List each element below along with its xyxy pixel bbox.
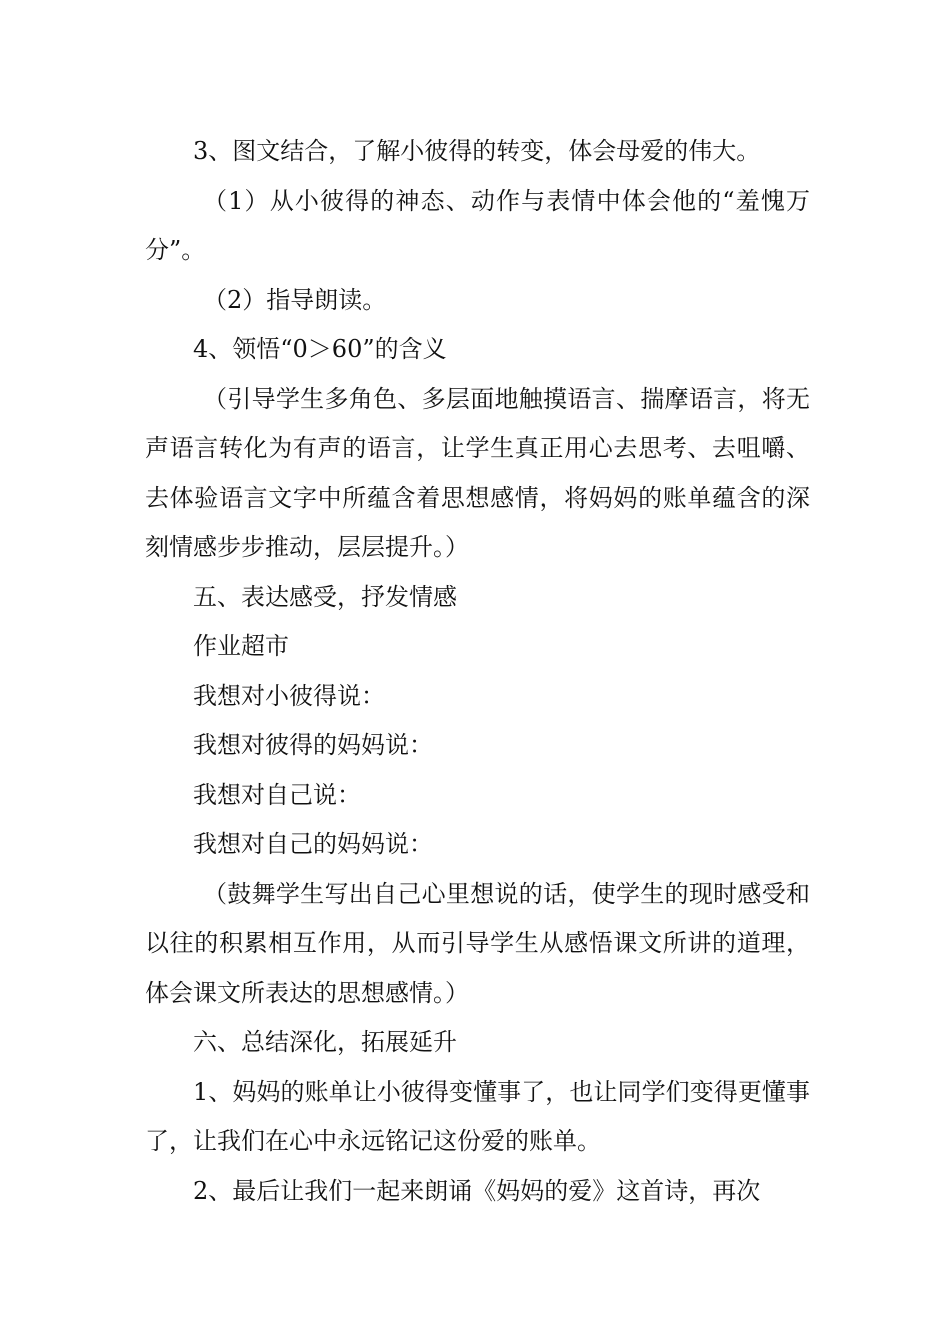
paragraph-step-3: 3、图文结合，了解小彼得的转变，体会母爱的伟大。 xyxy=(193,137,761,165)
paragraph-step-4: 4、领悟“0＞60”的含义 xyxy=(193,335,447,363)
prompt-to-own-mother: 我想对自己的妈妈说： xyxy=(193,830,433,858)
paragraph-substep-1: （1）从小彼得的神态、动作与表情中体会他的“羞愧万分”。 xyxy=(145,186,810,264)
prompt-to-self: 我想对自己说： xyxy=(193,780,361,809)
section-heading-6: 六、总结深化，拓展延升 xyxy=(193,1028,457,1056)
prompt-to-peters-mother: 我想对彼得的妈妈说： xyxy=(193,731,433,759)
paragraph-note-encourage: （鼓舞学生写出自己心里想说的话，使学生的现时感受和以往的积累相互作用，从而引导学生从感悟课文所讲的道理，体会课文所表达的思想感情。） xyxy=(145,879,810,1007)
prompt-to-peter: 我想对小彼得说： xyxy=(193,681,385,710)
document-body xyxy=(145,127,810,1216)
paragraph-summary-2: 2、最后让我们一起来朗诵《妈妈的爱》这首诗，再次 xyxy=(193,1176,761,1205)
paragraph-note-language: （引导学生多角色、多层面地触摸语言、揣摩语言，将无声语言转化为有声的语言，让学生真正用心去思考、去咀嚼、去体验语言文字中所蕴含着思想感情，将妈妈的账单蕴含的深刻情感步步推动，层层提升。） xyxy=(145,384,810,561)
homework-heading: 作业超市 xyxy=(193,632,289,660)
paragraph-substep-2: （2）指导朗读。 xyxy=(203,285,387,314)
section-heading-5: 五、表达感受，抒发情感 xyxy=(193,582,457,611)
paragraph-summary-1: 1、妈妈的账单让小彼得变懂事了，也让同学们变得更懂事了，让我们在心中永远铭记这份爱的账单。 xyxy=(145,1077,810,1155)
